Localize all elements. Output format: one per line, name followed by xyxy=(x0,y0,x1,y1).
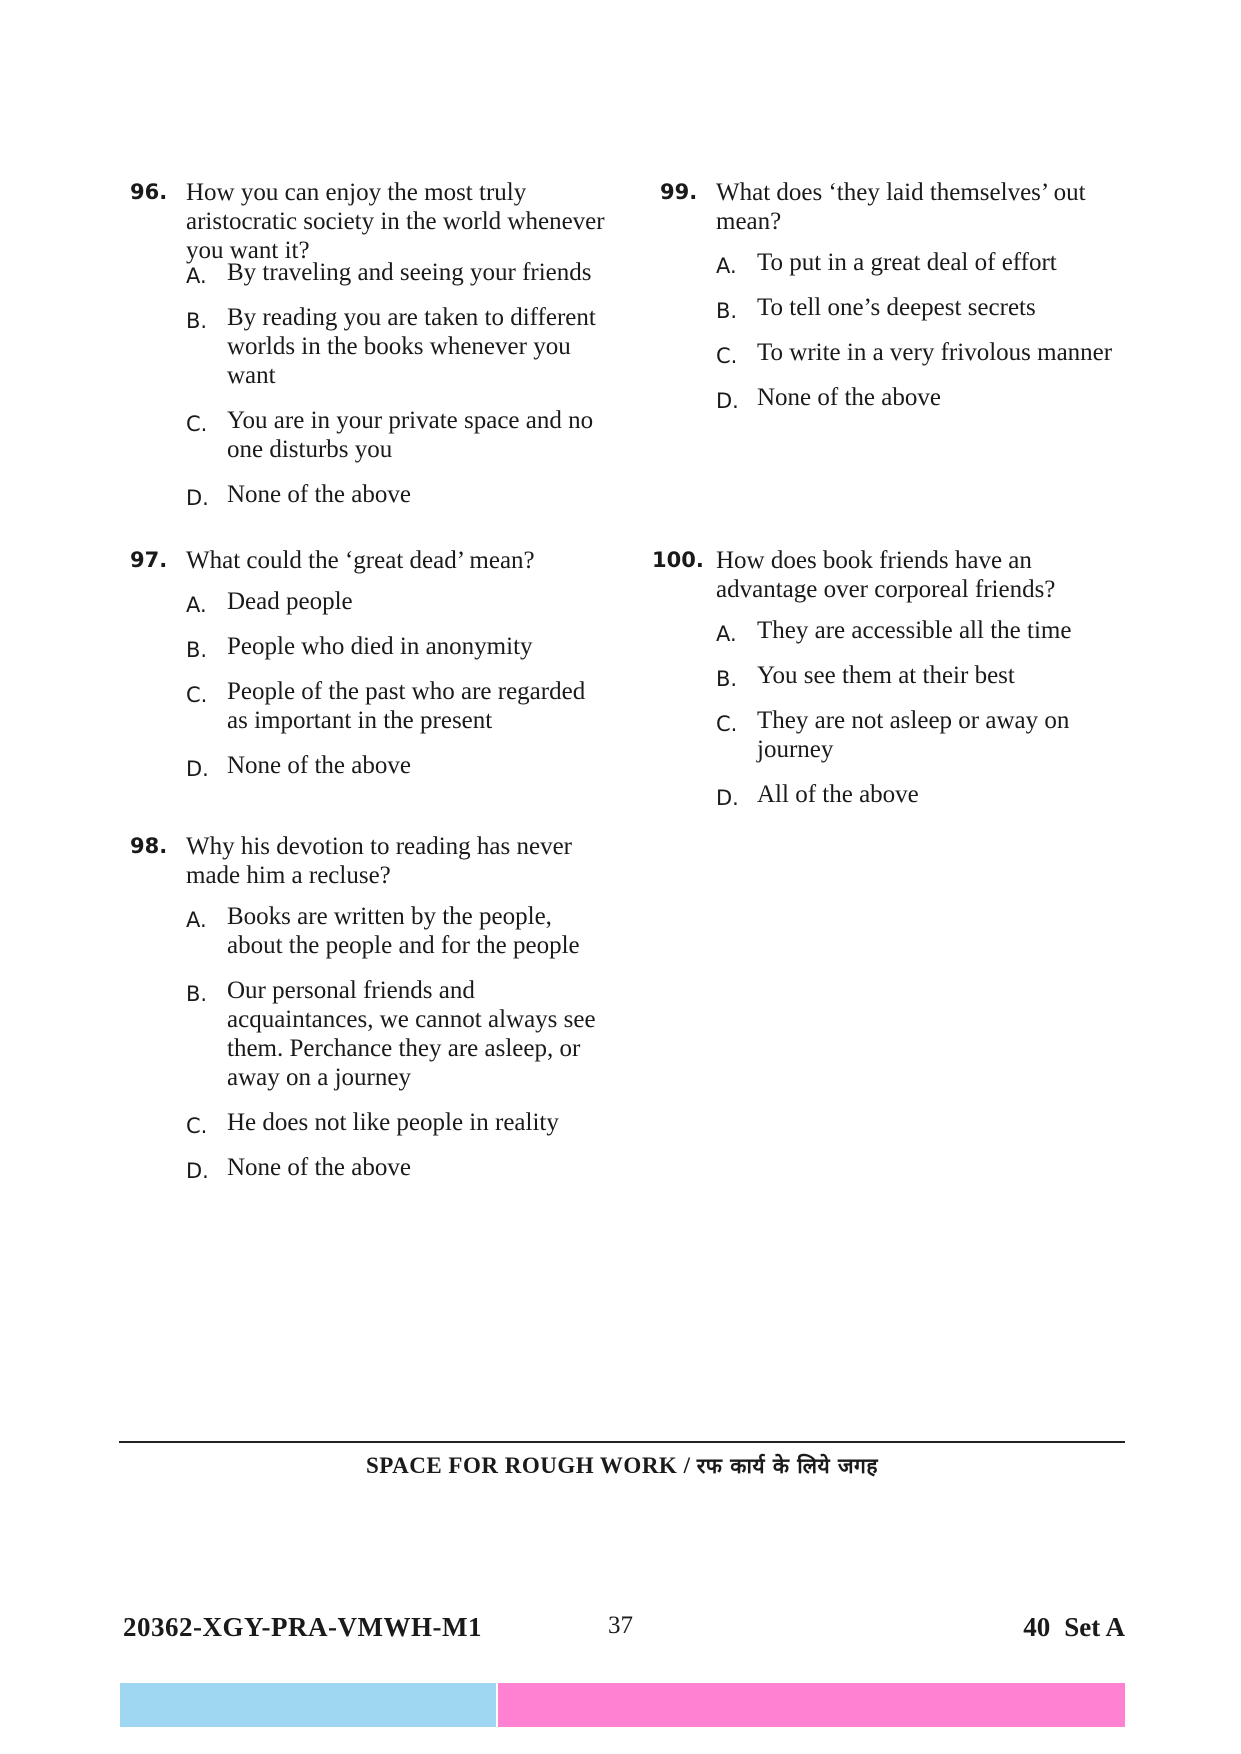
option-a[interactable] xyxy=(716,248,1126,277)
set-name: Set A xyxy=(1064,1612,1125,1642)
question-number: 98. xyxy=(130,834,168,858)
page-number: 37 xyxy=(608,1612,633,1639)
set-label xyxy=(1023,1612,1125,1643)
option-letter: B. xyxy=(186,982,208,1006)
option-text: None of the above xyxy=(227,481,411,508)
options-list xyxy=(186,587,606,796)
option-text: They are accessible all the time xyxy=(757,617,1072,644)
options-list xyxy=(186,902,606,1198)
question-text: What does ‘they laid themselves’ out mean? xyxy=(716,179,1086,235)
option-d[interactable] xyxy=(716,383,1126,412)
option-d[interactable] xyxy=(186,480,606,509)
option-letter: C. xyxy=(716,712,738,736)
total-pages: 40 xyxy=(1023,1612,1051,1642)
option-b[interactable] xyxy=(716,661,1126,690)
option-letter: A. xyxy=(186,593,207,617)
option-text: He does not like people in reality xyxy=(227,1109,559,1136)
footer-bar-pink xyxy=(498,1683,1125,1727)
option-letter: C. xyxy=(186,1114,208,1138)
option-d[interactable] xyxy=(186,751,606,780)
question-text: Why his devotion to reading has never made him a recluse? xyxy=(186,833,573,889)
question-number: 99. xyxy=(660,180,698,204)
question-text: What could the ‘great dead’ mean? xyxy=(186,547,535,574)
question-number: 96. xyxy=(130,180,168,204)
option-letter: C. xyxy=(716,344,738,368)
option-text: All of the above xyxy=(757,781,919,808)
option-c[interactable] xyxy=(716,706,1126,764)
option-letter: D. xyxy=(716,389,739,413)
option-b[interactable] xyxy=(716,293,1126,322)
option-letter: C. xyxy=(186,412,208,436)
question-number: 100. xyxy=(652,548,704,572)
option-letter: B. xyxy=(186,309,208,333)
option-text: None of the above xyxy=(227,752,411,779)
option-letter: D. xyxy=(186,486,209,510)
option-text: By traveling and seeing your friends xyxy=(227,259,592,286)
option-letter: A. xyxy=(186,264,207,288)
option-letter: C. xyxy=(186,683,208,707)
option-c[interactable] xyxy=(186,677,606,735)
option-letter: D. xyxy=(186,757,209,781)
option-text: They are not asleep or away on journey xyxy=(757,707,1070,763)
option-d[interactable] xyxy=(186,1153,606,1182)
rough-work-english: SPACE FOR ROUGH WORK / xyxy=(365,1453,691,1478)
question-text: How you can enjoy the most truly aristocratic society in the world whenever you want it? xyxy=(186,179,605,264)
rough-work-heading xyxy=(119,1452,1125,1480)
option-text: To write in a very frivolous manner xyxy=(757,339,1113,366)
option-text: Our personal friends and acquaintances, we cannot always see them. Perchance they are asleep, or away on a journey xyxy=(227,977,596,1091)
option-letter: B. xyxy=(716,667,738,691)
option-a[interactable] xyxy=(186,587,606,616)
option-b[interactable] xyxy=(186,303,606,390)
option-text: People of the past who are regarded as important in the present xyxy=(227,678,586,734)
option-a[interactable] xyxy=(186,258,606,287)
option-text: You see them at their best xyxy=(757,662,1015,689)
question-number: 97. xyxy=(130,548,168,572)
option-a[interactable] xyxy=(716,616,1126,645)
option-text: People who died in anonymity xyxy=(227,633,533,660)
option-text: Books are written by the people, about the people and for the people xyxy=(227,903,580,959)
option-letter: B. xyxy=(716,299,738,323)
option-text: Dead people xyxy=(227,588,353,615)
option-letter: A. xyxy=(716,254,737,278)
option-text: By reading you are taken to different worlds in the books whenever you want xyxy=(227,304,596,389)
option-c[interactable] xyxy=(186,1108,606,1137)
option-text: To tell one’s deepest secrets xyxy=(757,294,1036,321)
option-letter: B. xyxy=(186,638,208,662)
rough-work-hindi: रफ कार्य के लिये जगह xyxy=(696,1454,879,1478)
option-b[interactable] xyxy=(186,976,606,1092)
option-c[interactable] xyxy=(716,338,1126,367)
option-letter: D. xyxy=(186,1159,209,1183)
option-letter: A. xyxy=(186,908,207,932)
option-text: To put in a great deal of effort xyxy=(757,249,1057,276)
option-text: None of the above xyxy=(227,1154,411,1181)
options-list xyxy=(716,248,1126,428)
question-text: How does book friends have an advantage over corporeal friends? xyxy=(716,547,1056,603)
options-list xyxy=(716,616,1126,825)
option-b[interactable] xyxy=(186,632,606,661)
option-letter: D. xyxy=(716,786,739,810)
options-list xyxy=(186,258,606,525)
paper-code: 20362-XGY-PRA-VMWH-M1 xyxy=(123,1612,482,1642)
option-text: You are in your private space and no one disturbs you xyxy=(227,407,594,463)
footer-bar-blue xyxy=(120,1683,496,1727)
option-d[interactable] xyxy=(716,780,1126,809)
rough-work-divider xyxy=(119,1441,1125,1443)
option-a[interactable] xyxy=(186,902,606,960)
option-letter: A. xyxy=(716,622,737,646)
option-text: None of the above xyxy=(757,384,941,411)
option-c[interactable] xyxy=(186,406,606,464)
